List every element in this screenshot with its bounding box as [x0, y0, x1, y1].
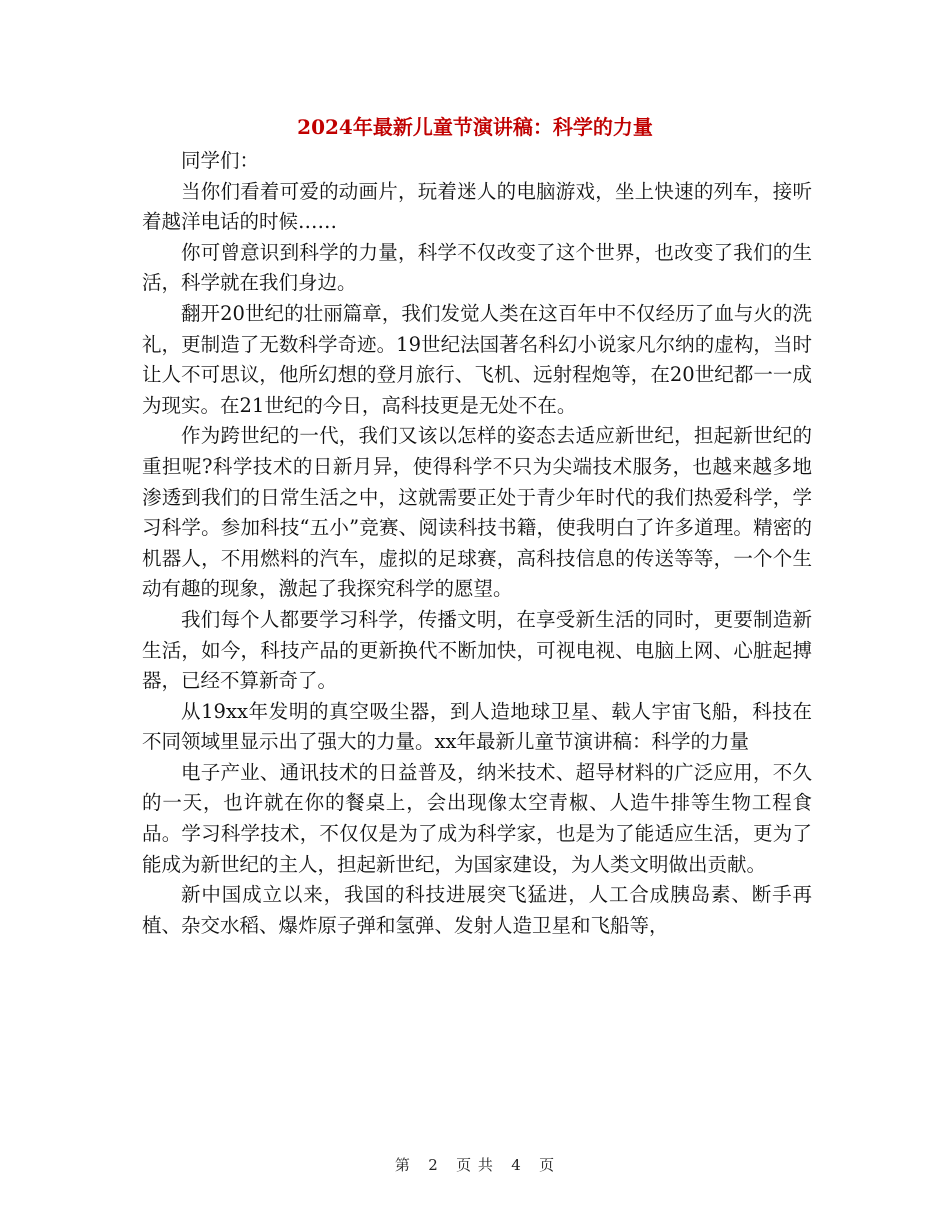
footer-page-total: 4	[511, 1156, 522, 1174]
footer-prefix: 第	[394, 1156, 411, 1174]
paragraph: 你可曾意识到科学的力量，科学不仅改变了这个世界，也改变了我们的生活，科学就在我们身边。	[142, 240, 812, 295]
page-footer	[0, 1154, 950, 1176]
paragraph: 翻开20世纪的壮丽篇章，我们发觉人类在这百年中不仅经历了血与火的洗礼，更制造了无数科学奇迹。19世纪法国著名科幻小说家凡尔纳的虚构，当时让人不可思议，他所幻想的登月旅行、飞机、远射程炮等，在20世纪都一一成为现实。在21世纪的今日，高科技更是无处不在。	[142, 301, 812, 417]
footer-suffix: 页	[539, 1156, 556, 1174]
paragraph: 新中国成立以来，我国的科技进展突飞猛进，人工合成胰岛素、断手再植、杂交水稻、爆炸原子弹和氢弹、发射人造卫星和飞船等，	[142, 883, 812, 937]
paragraph: 作为跨世纪的一代，我们又该以怎样的姿态去适应新世纪，担起新世纪的重担呢?科学技术的日新月异，使得科学不只为尖端技术服务，也越来越多地渗透到我们的日常生活之中，这就需要正处于青少年时代的我们热爱科学，学习科学。参加科技“五小”竞赛、阅读科技书籍，使我明白了许多道理。精密的机器人，不用燃料的汽车，虚拟的足球赛，高科技信息的传送等等，一个个生动有趣的现象，激起了我探究科学的愿望。	[142, 424, 812, 601]
footer-page-current: 2	[428, 1156, 439, 1174]
paragraph: 我们每个人都要学习科学，传播文明，在享受新生活的同时，更要制造新生活，如今，科技产品的更新换代不断加快，可视电视、电脑上网、心脏起搏器，已经不算新奇了。	[142, 607, 812, 693]
document-title: 2024年最新儿童节演讲稿：科学的力量	[297, 115, 653, 139]
paragraph: 从19xx年发明的真空吸尘器，到人造地球卫星、载人宇宙飞船，科技在不同领域里显示出了强大的力量。xx年最新儿童节演讲稿：科学的力量	[142, 699, 812, 754]
paragraph: 电子产业、通讯技术的日益普及，纳米技术、超导材料的广泛应用，不久的一天，也许就在你的餐桌上，会出现像太空青椒、人造牛排等生物工程食品。学习科学技术，不仅仅是为了成为科学家，也是为了能适应生活，更为了能成为新世纪的主人，担起新世纪，为国家建设，为人类文明做出贡献。	[142, 760, 812, 876]
paragraph-salutation: 同学们：	[181, 149, 260, 172]
document-body	[142, 146, 812, 941]
paragraph: 当你们看着可爱的动画片，玩着迷人的电脑游戏，坐上快速的列车，接听着越洋电话的时候……	[142, 179, 812, 234]
footer-middle: 页 共	[456, 1156, 494, 1174]
